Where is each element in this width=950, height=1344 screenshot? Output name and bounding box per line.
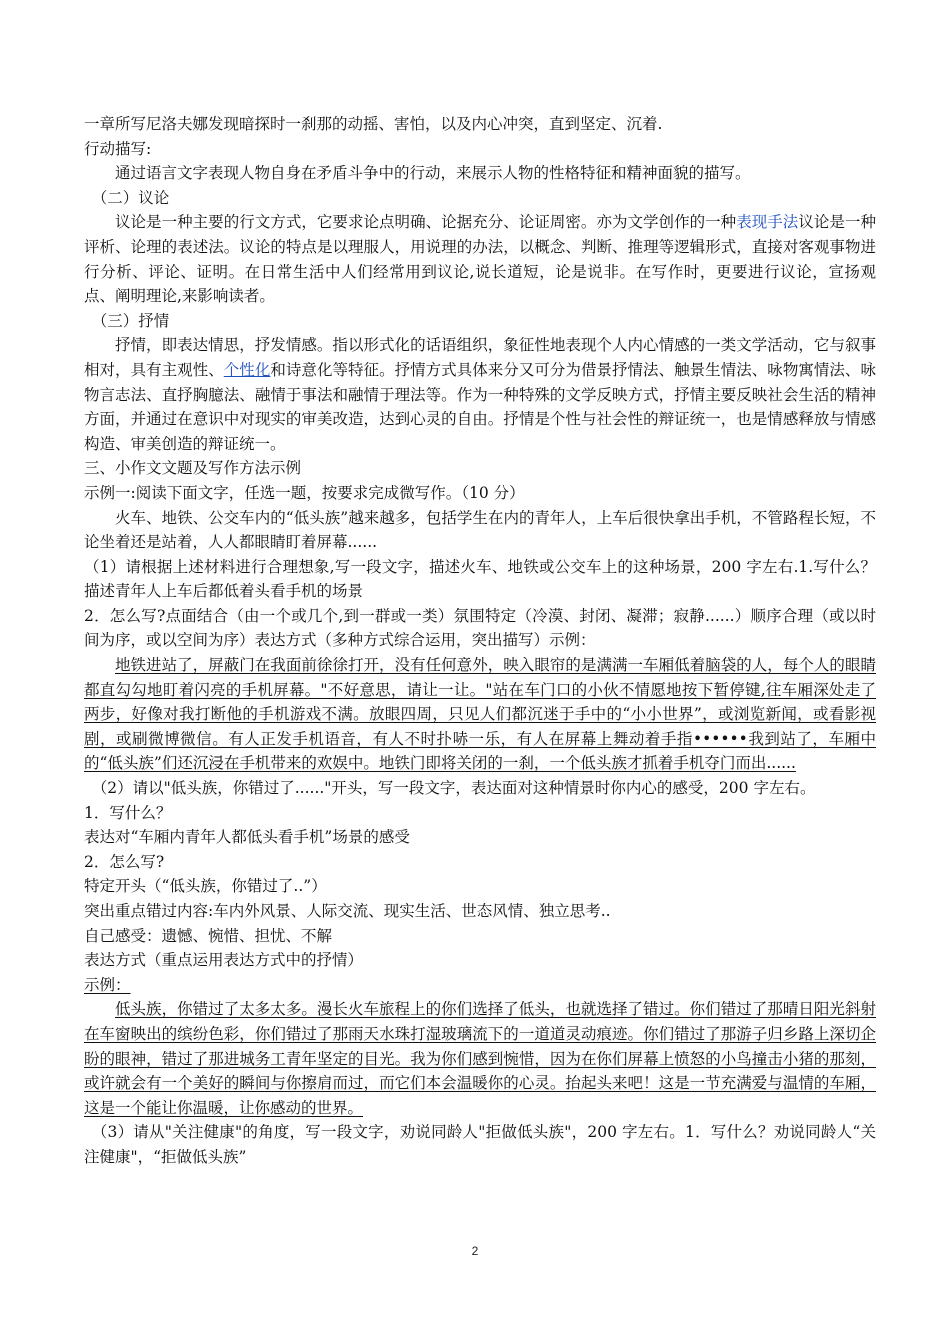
- document-body: [84, 112, 876, 1170]
- heading-section-three: 三、小作文文题及写作方法示例: [84, 459, 302, 478]
- task-one-method: 2．怎么写?点面结合（由一个或几个,到一群或一类）氛围特定（冷漠、封闭、凝滞；寂静......）顺序合理（或以时间为序，或以空间为序）表达方式（多种方式综合运用，突出描写）示例：: [84, 606, 876, 650]
- lyric-text-b: 和诗意化等特征。抒情方式具体来分又可分为借景抒情法、触景生情法、咏物寓情法、咏物言志法、直抒胸臆法、融情于事法和融情于理法等。作为一种特殊的文学反映方式，抒情主要反映社会生活的精神方面，并通过在意识中对现实的审美改造，达到心灵的自由。抒情是个性与社会性的辩证统一，也是情感释放与情感构造、审美创造的辩证统一。: [84, 360, 876, 453]
- task-three: （3）请从"关注健康"的角度，写一段文字，劝说同龄人"拒做低头族"，200 字左右。1．写什么？劝说同龄人“关注健康"，“拒做低头族”: [84, 1123, 876, 1166]
- paragraph-action-definition: 通过语言文字表现人物自身在矛盾斗争中的行动，来展示人物的性格特征和精神面貌的描写。: [115, 164, 751, 183]
- lyric-text-a: 抒情，即表达情思，抒发情感。指以形式化的话语组织，象征性地表现个人内心情感的一类文学活动，它与叙事相对，具有主观性、: [84, 336, 876, 379]
- task-two-expression: 表达方式（重点运用表达方式中的抒情）: [84, 951, 364, 970]
- link-expression-technique[interactable]: 表现手法: [736, 213, 799, 232]
- example-material: 火车、地铁、公交车内的“低头族”越来越多，包括学生在内的青年人，上车后很快拿出手机，不管路程长短，不论坐着还是站着，人人都眼睛盯着屏幕......: [84, 508, 876, 552]
- argument-text-b: 议论是一种评析、论理的表述法。议论的特点是以理服人，用说理的办法，以概念、判断、推理等逻辑形式，直接对客观事物进行分析、评论、证明。在日常生活中人们经常用到议论,说长道短，论是说非。在写作时，更要进行议论，宣扬观点、阐明理论,来影响读者。: [84, 213, 876, 306]
- page-number: 2: [471, 1244, 479, 1258]
- heading-lyric: （三）抒情: [91, 311, 170, 330]
- example-label: 示例：: [84, 975, 131, 994]
- link-individuality[interactable]: 个性化: [223, 360, 271, 379]
- heading-argument: （二）议论: [91, 188, 170, 207]
- paragraph-lyric: [84, 333, 876, 456]
- task-two: （2）请以"低头族，你错过了......"开头，写一段文字，表达面对这种情景时你内心的感受，200 字左右。: [91, 779, 816, 798]
- task-two-feelings: 自己感受：遗憾、惋惜、担忧、不解: [84, 926, 333, 945]
- heading-action-description: 行动描写:: [84, 139, 152, 158]
- task-two-what-answer: 表达对“车厢内青年人都低头看手机”场景的感受: [84, 828, 410, 847]
- sample-essay-one: 地铁进站了，屏蔽门在我面前徐徐打开，没有任何意外，映入眼帘的是满满一车厢低着脑袋的人，每个人的眼睛都直勾勾地盯着闪亮的手机屏幕。"不好意思，请让一让。"站在车门口的小伙不情愿地按下暂停键,往车厢深处走了两步，好像对我打断他的手机游戏不满。放眼四周，只见人们都沉迷于手中的“小小世界”，或浏览新闻，或看影视剧，或刷微博微信。有人正发手机语音，有人不时扑哧一乐，有人在屏幕上舞动着手指••••••我到站了，车厢中的“低头族”们还沉浸在手机带来的欢娱中。地铁门即将关闭的一刹，一个低头族才抓着手机夺门而出......: [84, 656, 876, 773]
- task-two-focus: 突出重点错过内容:车内外风景、人际交流、现实生活、世态风情、独立思考..: [84, 902, 611, 920]
- task-two-what: 1．写什么？: [84, 803, 172, 822]
- argument-text-a: 议论是一种主要的行文方式，它要求论点明确、论据充分、论证周密。亦为文学创作的一种: [115, 213, 737, 232]
- paragraph-line-1: 一章所写尼洛夫娜发现暗探时一刹那的动摇、害怕，以及内心冲突，直到坚定、沉着.: [84, 115, 663, 133]
- task-one: （1）请根据上述材料进行合理想象,写一段文字，描述火车、地铁或公交车上的这种场景，200 字左右.1.写什么？描述青年人上车后都低着头看手机的场景: [84, 557, 876, 601]
- sample-essay-two: 低头族，你错过了太多太多。漫长火车旅程上的你们选择了低头，也就选择了错过。你们错过了那晴日阳光斜射在车窗映出的缤纷色彩，你们错过了那雨天水珠打湿玻璃流下的一道道灵动痕迹。你们错过了那游子归乡路上深切企盼的眼神，错过了那进城务工青年坚定的目光。我为你们感到惋惜，因为在你们屏幕上愤怒的小鸟撞击小猪的那刻，或许就会有一个美好的瞬间与你擦肩而过，而它们本会温暖你的心灵。抬起头来吧！这是一节充满爱与温情的车厢，这是一个能让你温暖，让你感动的世界。: [84, 1000, 876, 1117]
- example-one-heading: 示例一:阅读下面文字，任选一题，按要求完成微写作。（10 分）: [84, 483, 525, 502]
- paragraph-argument: [84, 210, 876, 308]
- task-two-how: 2．怎么写?: [84, 852, 165, 871]
- task-two-opening: 特定开头（“低头族，你错过了..”）: [84, 877, 327, 896]
